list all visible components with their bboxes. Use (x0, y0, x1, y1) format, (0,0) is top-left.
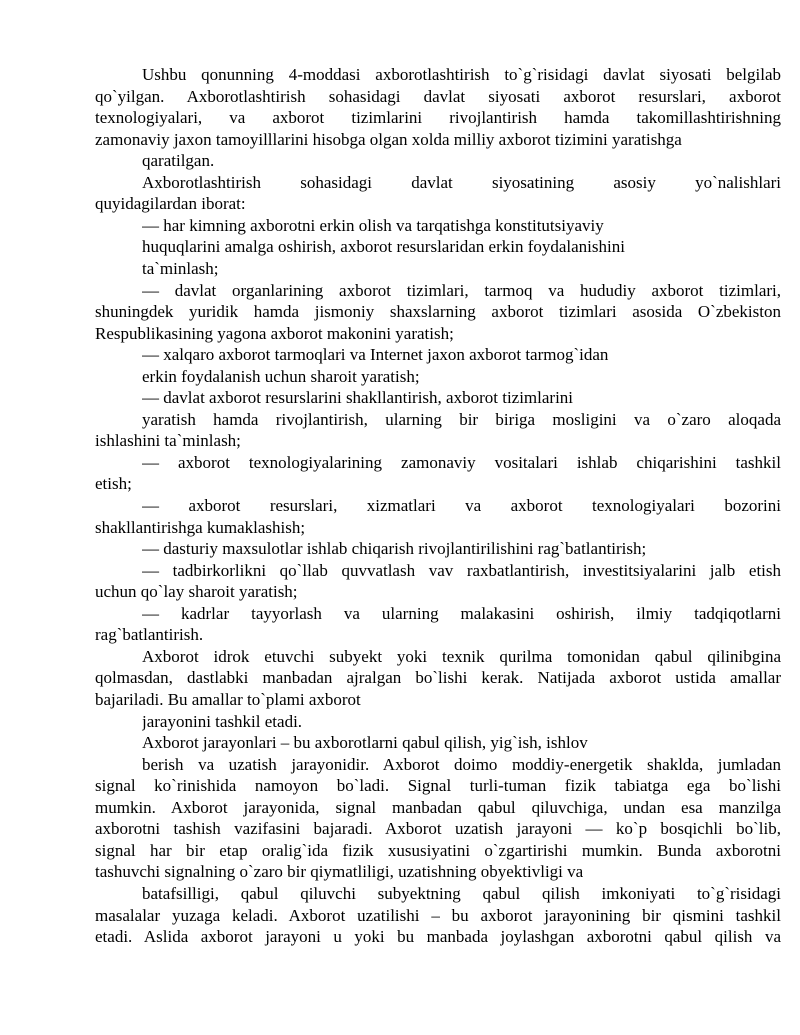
text-line: axborotni tashish vazifasini bajaradi. Axborot uzatish jarayoni — ko`p bosqichli bo`lib, (95, 819, 781, 839)
text-line: — davlat organlarining axborot tizimlari, tarmoq va hududiy axborot tizimlari, (142, 280, 781, 300)
text-line: — axborot texnologiyalarining zamonaviy vositalari ishlab chiqarishini tashkil (142, 452, 781, 472)
text-line: — dasturiy maxsulotlar ishlab chiqarish rivojlantirilishini rag`batlantirish; (142, 539, 647, 559)
text-line: — tadbirkorlikni qo`llab quvvatlash vav raxbatlantirish, investitsiyalarini jalb etish (142, 560, 781, 580)
text-line: qaratilgan. (142, 151, 215, 171)
text-line: — davlat axborot resurslarini shakllantirish, axborot tizimlarini (142, 388, 574, 408)
text-line: signal ko`rinishida namoyon bo`ladi. Signal turli-tuman fizik tabiatga ega bo`lishi (95, 776, 781, 796)
text-line: texnologiyalari, va axborot tizimlarini rivojlantirish hamda takomillashtirishning (95, 108, 781, 128)
text-line: Axborotlashtirish sohasidagi davlat siyosatining asosiy yo`nalishlari (142, 172, 781, 192)
text-line: — kadrlar tayyorlash va ularning malakasini oshirish, ilmiy tadqiqotlarni (142, 603, 781, 623)
text-line: zamonaviy jaxon tamoyilllarini hisobga olgan xolda milliy axborot tizimini yaratishga (95, 129, 682, 149)
text-line: shuningdek yuridik hamda jismoniy shaxslarning axborot tizimlari asosida O`zbekiston (95, 302, 781, 322)
text-line: uchun qo`lay sharoit yaratish; (95, 582, 298, 602)
text-line: etish; (95, 474, 132, 494)
text-line: huquqlarini amalga oshirish, axborot resurslaridan erkin foydalanishini (142, 237, 625, 257)
text-line: erkin foydalanish uchun sharoit yaratish; (142, 366, 420, 386)
text-line: Axborot jarayonlari – bu axborotlarni qabul qilish, yig`ish, ishlov (142, 733, 588, 753)
text-line: berish va uzatish jarayonidir. Axborot doimo moddiy-energetik shaklda, jumladan (142, 754, 781, 774)
text-line: bajariladi. Bu amallar to`plami axborot (95, 690, 361, 709)
text-line: qolmasdan, dastlabki manbadan ajralgan bo`lishi kerak. Natijada axborot ustida amallar (95, 668, 781, 688)
text-line: yaratish hamda rivojlantirish, ularning bir biriga mosligini va o`zaro aloqada (142, 409, 781, 429)
text-line: Axborot idrok etuvchi subyekt yoki texnik qurilma tomonidan qabul qilinibgina (142, 646, 781, 666)
text-line: tashuvchi signalning o`zaro bir qiymatliligi, uzatishning obyektivligi va (95, 862, 584, 882)
text-line: — har kimning axborotni erkin olish va tarqatishga konstitutsiyaviy (142, 215, 604, 235)
text-line: etadi. Aslida axborot jarayoni u yoki bu manbada joylashgan axborotni qabul qilish va (95, 927, 781, 946)
text-line: — axborot resurslari, xizmatlari va axborot texnologiyalari bozorini (142, 496, 781, 515)
text-line: batafsilligi, qabul qiluvchi subyektning qabul qilish imkoniyati to`g`risidagi (142, 883, 781, 903)
text-line: ta`minlash; (142, 259, 219, 278)
text-line: masalalar yuzaga keladi. Axborot uzatilishi – bu axborot jarayonining bir qismini tashkil (95, 905, 781, 925)
text-line: shakllantirishga kumaklashish; (95, 517, 306, 537)
text-line: — xalqaro axborot tarmoqlari va Internet jaxon axborot tarmog`idan (142, 345, 609, 365)
text-line: signal har bir etap oralig`ida fizik xususiyatini o`zgartirishi mumkin. Bunda axborotni (95, 840, 781, 860)
text-line: rag`batlantirish. (95, 625, 204, 645)
text-line: Respublikasining yagona axborot makonini yaratish; (95, 323, 454, 343)
text-line: mumkin. Axborot jarayonida, signal manbadan qabul qiluvchiga, undan esa manzilga (95, 797, 781, 817)
text-line: qo`yilgan. Axborotlashtirish sohasidagi davlat siyosati axborot resurslari, axborot (95, 86, 781, 106)
text-line: Ushbu qonunning 4-moddasi axborotlashtirish to`g`risidagi davlat siyosati belgilab (142, 65, 781, 84)
text-line: quyidagilardan iborat: (95, 194, 246, 214)
text-line: ishlashini ta`minlash; (95, 431, 241, 451)
text-line: jarayonini tashkil etadi. (142, 711, 303, 731)
